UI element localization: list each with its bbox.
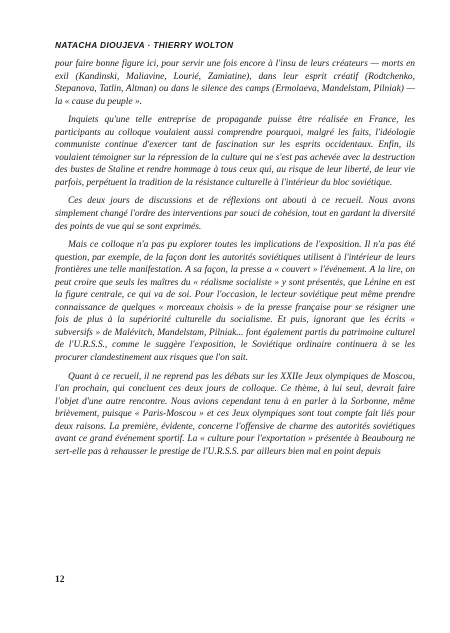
body-text [55, 58, 415, 458]
book-page [55, 40, 415, 464]
paragraph-1: pour faire bonne figure ici, pour servir une fois encore à l'insu de leurs créateurs — morts en exil (Kandinski, Maliavine, Lourié, Zamiatine), dans leur esprit créatif (Rodtchenko, Stepanova, Tatlin, Altman) ou dans le silence des camps (Ermolaeva, Mandelstam, Pilniak) — la « cause du peuple ». [55, 59, 415, 107]
paragraph-5: Quant à ce recueil, il ne reprend pas les débats sur les XXIIe Jeux olympiques de Moscou, l'an prochain, qui concluent ces deux jours de colloque. Ce thème, à lui seul, devrait faire l'objet d'une autre rencontre. Nous avions cependant tenu à en parler à la Sorbonne, même brièvement, puisque « Paris-Moscou » et ces Jeux olympiques sont tout compte fait liés pour deux raisons. La première, évidente, concerne l'offensive de charme des autorités soviétiques avant ce grand événement sportif. La « culture pour l'exportation » présentée à Beaubourg ne sert-elle pas à rehausser le prestige de l'U.R.S.S. par ailleurs bien mal en point depuis [55, 371, 415, 457]
running-head: NATACHA DIOUJEVA · THIERRY WOLTON [55, 40, 234, 50]
page-number: 12 [55, 575, 65, 585]
paragraph-2: Inquiets qu'une telle entreprise de propagande puisse être réalisée en France, les participants au colloque voulaient aussi comprendre pourquoi, malgré les faits, l'idéologie communiste continue d'exercer tant de fascination sur les esprits occidentaux. Enfin, ils voulaient témoigner sur la répression de la culture qui ne s'est pas achevée avec la destruction des bustes de Staline et rendre hommage à tous ceux qui, au risque de leur liberté, de leur vie parfois, perpétuent la tradition de la résistance culturelle à l'intérieur du bloc soviétique. [55, 115, 415, 188]
paragraph-4: Mais ce colloque n'a pas pu explorer toutes les implications de l'exposition. Il n'a pas été question, par exemple, de la façon dont les autorités soviétiques utilisent à l'intérieur de leurs frontières une telle manifestation. A sa façon, la presse a « couvert » l'événement. A la lire, on peut croire que seuls les maîtres du « réalisme socialiste » y sont présentés, que Lénine en est la figure centrale, ce qui va de soi. Pour l'occasion, le lecteur soviétique peut même prendre connaissance de quelques « morceaux choisis » de la presse française pour se résigner une fois de plus à la supériorité culturelle du socialisme. Et puis, ignorant que les écrits « subversifs » de Malévitch, Mandelstam, Pilniak... font également partis du patrimoine culturel de l'U.R.S.S., comme le suggère l'exposition, le Soviétique ordinaire continuera à se les procurer clandestinement aux risques que l'on sait. [55, 240, 415, 364]
paragraph-3: Ces deux jours de discussions et de réflexions ont abouti à ce recueil. Nous avons simplement changé l'ordre des interventions par souci de cohésion, tout en gardant la diversité des points de vue qui se sont exprimés. [55, 196, 415, 232]
